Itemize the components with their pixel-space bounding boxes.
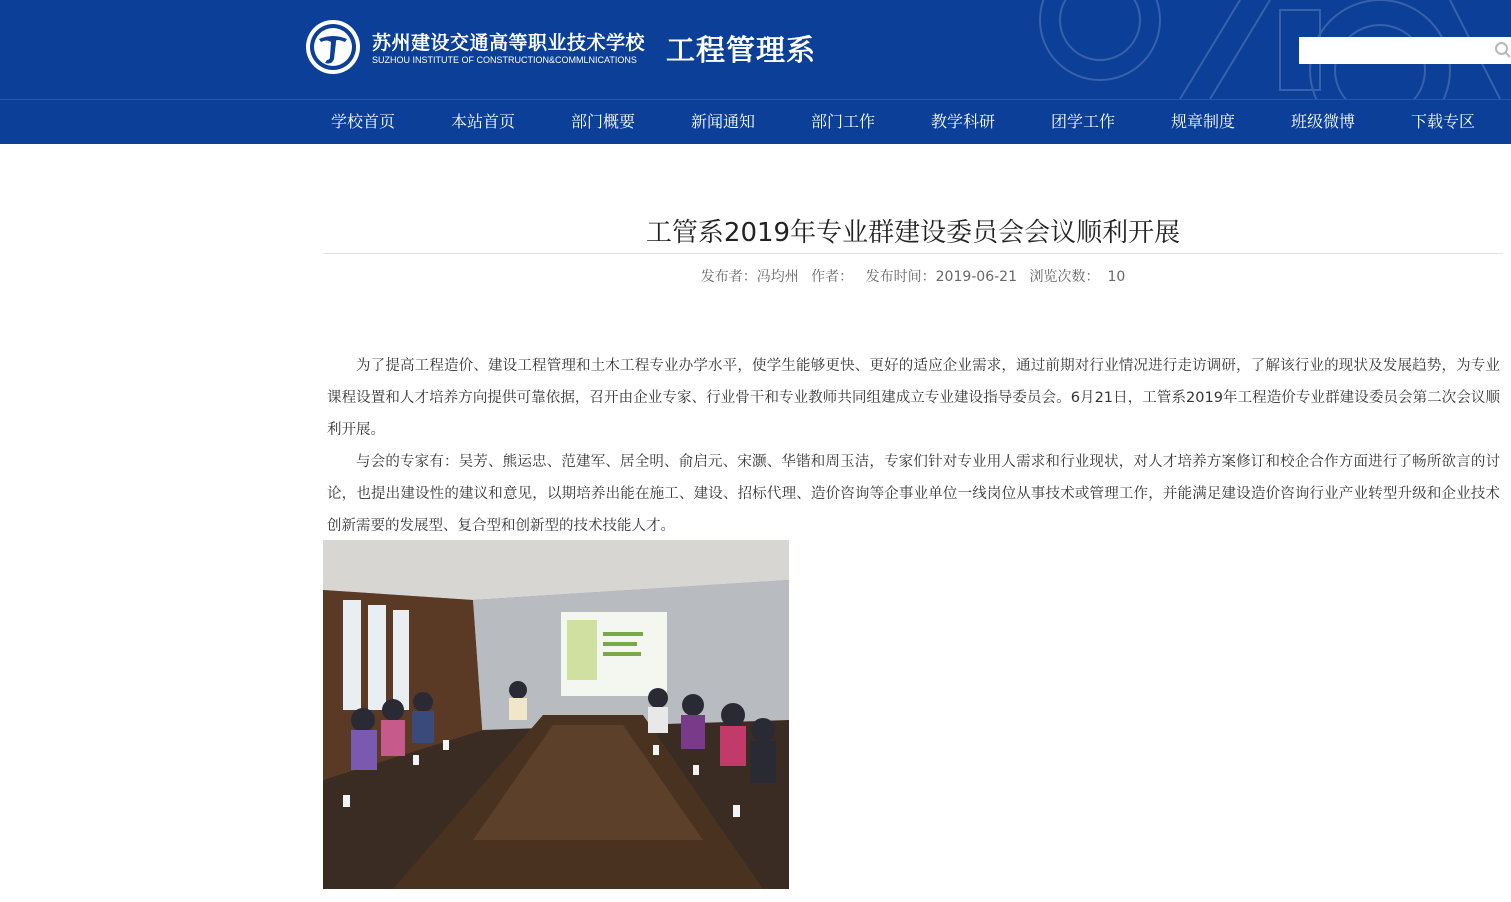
article-paragraph: 为了提高工程造价、建设工程管理和土木工程专业办学水平，使学生能够更快、更好的适应企业需求，通过前期对行业情况进行走访调研，了解该行业的现状及发展趋势，为专业课程设置和人才培养方向提供可靠依据，召开由企业专家、行业骨干和专业教师共同组建成立专业建设指导委员会。6月21日，工管系2019年工程造价专业群建设委员会第二次会议顺利开展。 — [327, 358, 1500, 438]
nav-item-teaching[interactable]: 教学科研 — [930, 112, 995, 131]
main-nav — [0, 99, 1511, 144]
publisher — [701, 269, 799, 285]
views-label: 浏览次数： — [1029, 269, 1100, 285]
article-title: 工管系2019年专业群建设委员会会议顺利开展 — [645, 218, 1181, 248]
nav-item-school-home[interactable]: 学校首页 — [330, 112, 395, 131]
school-name-cn: 苏州建设交通高等职业技术学校 — [372, 32, 646, 54]
school-logo-icon[interactable] — [305, 19, 361, 75]
nav-item-weibo[interactable]: 班级微博 — [1290, 112, 1355, 131]
search-icon[interactable] — [1494, 41, 1511, 59]
nav-item-news[interactable]: 新闻通知 — [690, 112, 755, 131]
publish-date — [866, 269, 1017, 285]
nav-item-overview[interactable]: 部门概要 — [570, 112, 635, 131]
site-header — [0, 0, 1511, 99]
author-label: 作者： — [811, 269, 854, 285]
view-count — [1029, 269, 1125, 285]
title-divider — [323, 253, 1503, 254]
nav-item-rules[interactable]: 规章制度 — [1170, 112, 1235, 131]
department-title: 工程管理系 — [666, 33, 817, 67]
school-name-en: SUZHOU INSTITUTE OF CONSTRUCTION&COMMLNICATIONS — [372, 55, 637, 65]
article-paragraph: 与会的专家有：吴芳、熊运忠、范建军、居全明、俞启元、宋灏、华锴和周玉洁，专家们针对专业用人需求和行业现状，对人才培养方案修订和校企合作方面进行了畅所欲言的讨论，也提出建设性的建议和意见，以期培养出能在施工、建设、招标代理、造价咨询等企事业单位一线岗位从事技术或管理工作，并能满足建设造价咨询行业产业转型升级和企业技术创新需要的发展型、复合型和创新型的技术技能人才。 — [327, 454, 1500, 534]
views-value: 10 — [1107, 269, 1126, 285]
publisher-value: 冯均州 — [756, 269, 799, 285]
date-value: 2019-06-21 — [935, 269, 1017, 285]
nav-item-youth[interactable]: 团学工作 — [1050, 112, 1115, 131]
nav-item-work[interactable]: 部门工作 — [810, 112, 875, 131]
search-input[interactable] — [1299, 37, 1511, 64]
nav-item-site-home[interactable]: 本站首页 — [450, 112, 515, 131]
article-meta — [323, 266, 1503, 286]
article-body — [327, 350, 1500, 542]
publisher-label: 发布者： — [700, 269, 757, 285]
meeting-photo — [323, 540, 789, 889]
author — [811, 269, 853, 285]
date-label: 发布时间： — [865, 269, 936, 285]
nav-item-downloads[interactable]: 下载专区 — [1410, 112, 1475, 131]
